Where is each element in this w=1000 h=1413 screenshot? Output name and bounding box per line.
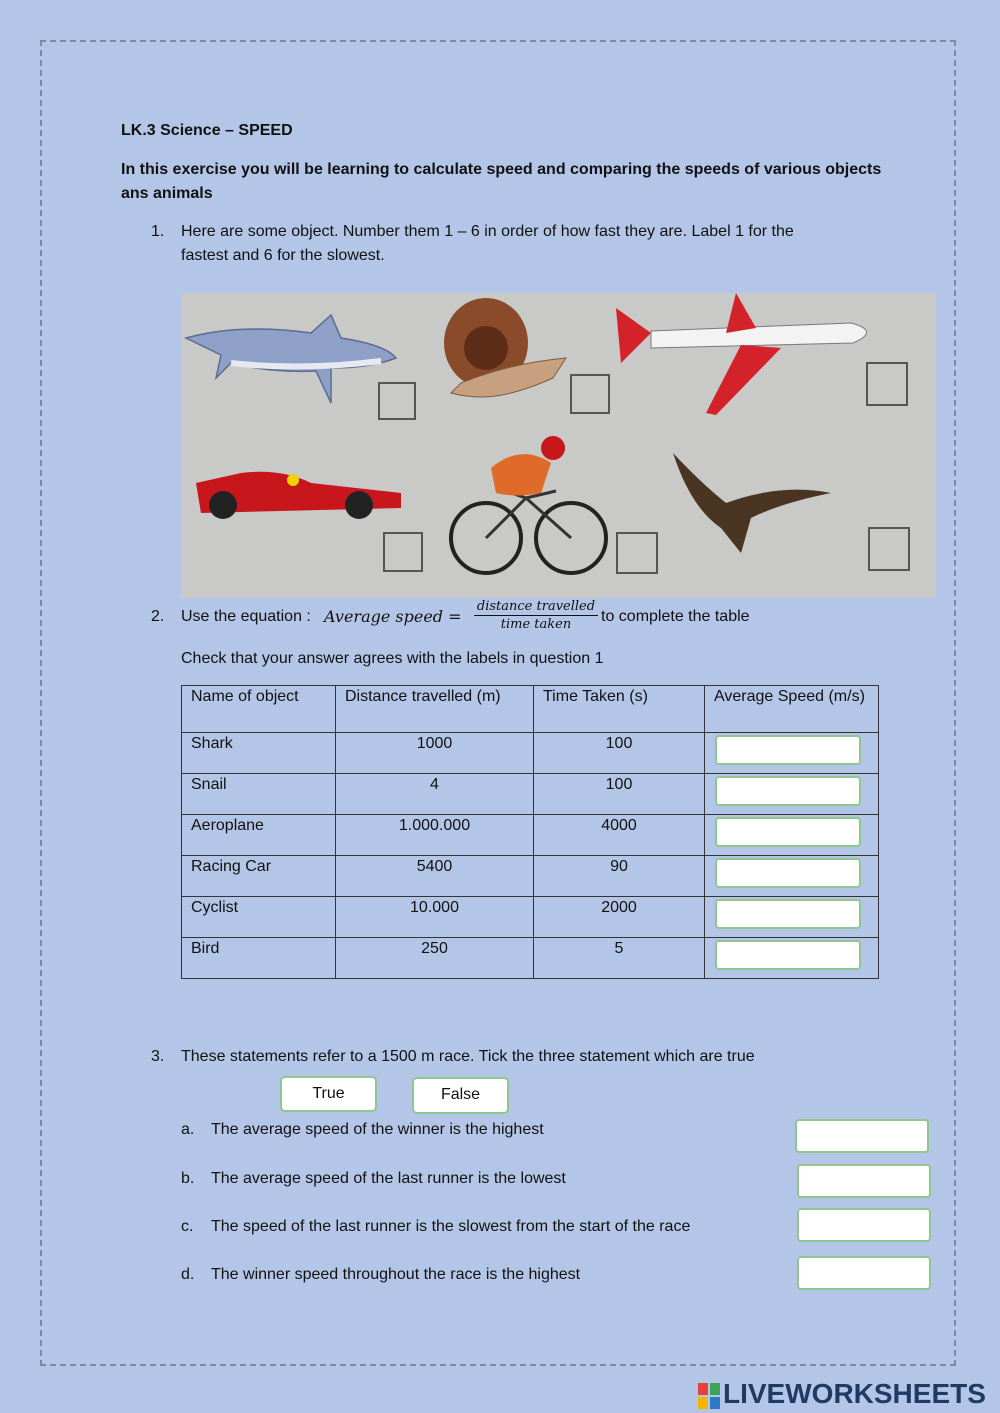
liveworksheets-logo [698,1378,986,1410]
table-row [182,815,879,856]
row-name: Snail [182,774,336,815]
intro-line-1: In this exercise you will be learning to calculate speed and comparing the speeds of various objects [121,161,882,178]
table-row [182,938,879,979]
snail-speed-input[interactable] [715,776,861,806]
row-name: Aeroplane [182,815,336,856]
equation-numerator: distance travelled [476,599,596,614]
q1-text-line-2: fastest and 6 for the slowest. [181,247,385,264]
statement-d-text: The winner speed throughout the race is the highest [211,1266,581,1283]
statement-a-letter: a. [181,1121,195,1138]
row-distance: 250 [336,938,534,979]
statement-a-text: The average speed of the winner is the highest [211,1121,544,1138]
row-time: 100 [534,774,705,815]
statement-d-answer-box[interactable] [797,1256,931,1290]
row-time: 5 [534,938,705,979]
row-speed-cell [705,815,879,856]
statement-b-answer-box[interactable] [797,1164,931,1198]
liveworksheets-logo-icon [698,1383,720,1409]
cyclist-speed-input[interactable] [715,899,861,929]
worksheet-title: LK.3 Science – SPEED [121,122,293,139]
shark-speed-input[interactable] [715,735,861,765]
row-time: 100 [534,733,705,774]
cyclist-answer-box [617,533,657,573]
racing-car-answer-box [384,533,422,571]
bird-answer-box [869,528,909,570]
statement-c-text: The speed of the last runner is the slowest from the start of the race [211,1218,691,1235]
equation-fraction [472,598,600,633]
row-distance: 1000 [336,733,534,774]
q1-text-line-1: Here are some object. Number them 1 – 6 in order of how fast they are. Label 1 for the [181,223,794,240]
bird-image [673,453,831,553]
statement-d-letter: d. [181,1266,195,1283]
aeroplane-image [616,293,867,415]
header-time: Time Taken (s) [534,686,705,733]
intro-line-2: ans animals [121,185,213,202]
statement-b-letter: b. [181,1170,195,1187]
statement-c-answer-box[interactable] [797,1208,931,1242]
row-time: 90 [534,856,705,897]
false-option[interactable]: False [412,1077,509,1114]
equation-denominator: time taken [500,617,572,632]
snail-answer-box [571,375,609,413]
shark-image [186,315,396,403]
row-distance: 4 [336,774,534,815]
row-distance: 5400 [336,856,534,897]
row-name: Cyclist [182,897,336,938]
row-time: 2000 [534,897,705,938]
brand-text: LIVEWORKSHEETS [723,1378,986,1409]
row-speed-cell [705,733,879,774]
true-option[interactable]: True [280,1076,377,1112]
q2-prefix: Use the equation : [181,608,311,625]
snail-image [444,298,566,397]
shark-answer-box [379,383,415,419]
q1-number: 1. [151,223,165,240]
statement-a-answer-box[interactable] [795,1119,929,1153]
aeroplane-answer-box [867,363,907,405]
header-name: Name of object [182,686,336,733]
row-speed-cell [705,856,879,897]
row-speed-cell [705,774,879,815]
row-name: Shark [182,733,336,774]
speed-table [181,685,879,979]
aeroplane-speed-input[interactable] [715,817,861,847]
row-speed-cell [705,938,879,979]
q2-number: 2. [151,608,165,625]
table-row [182,856,879,897]
racing-car-image [196,472,401,519]
table-row [182,733,879,774]
vehicles-animals-picture [181,293,936,598]
table-row [182,897,879,938]
row-distance: 1.000.000 [336,815,534,856]
row-time: 4000 [534,815,705,856]
q2-check-text: Check that your answer agrees with the labels in question 1 [181,650,604,667]
q2-equation-lhs: Average speed = [324,607,462,626]
row-speed-cell [705,897,879,938]
q3-number: 3. [151,1048,165,1065]
header-distance: Distance travelled (m) [336,686,534,733]
statement-c-letter: c. [181,1218,194,1235]
q2-suffix: to complete the table [601,608,750,625]
table-row [182,774,879,815]
row-distance: 10.000 [336,897,534,938]
header-average-speed: Average Speed (m/s) [705,686,879,733]
bird-speed-input[interactable] [715,940,861,970]
row-name: Racing Car [182,856,336,897]
table-header-row [182,686,879,733]
cyclist-image [451,436,606,573]
racing-car-speed-input[interactable] [715,858,861,888]
statement-b-text: The average speed of the last runner is the lowest [211,1170,566,1187]
row-name: Bird [182,938,336,979]
q3-text: These statements refer to a 1500 m race. Tick the three statement which are true [181,1048,755,1065]
